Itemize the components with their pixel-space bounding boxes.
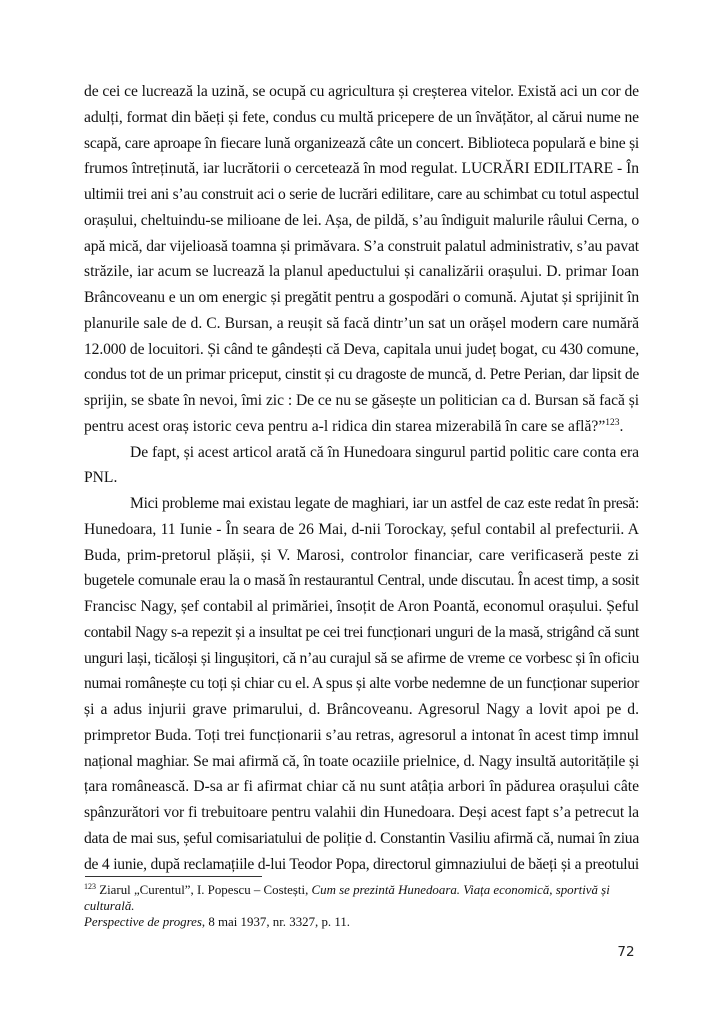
text-line: țara românească. D-sa ar fi afirmat chiar că nu sunt atâția arbori în pădurea orașului câte	[84, 778, 639, 796]
footnote-publication-details: , 8 mai 1937, nr. 3327, p. 11.	[201, 915, 351, 929]
text-line-last: PNL.	[84, 469, 118, 487]
footnote-source: Ziarul „Curentul”, I. Popescu – Costești,	[96, 883, 312, 897]
text-line: de 4 iunie, după reclamațiile d-lui Teodor Popa, directorul gimnaziului de băeți și a preotului	[84, 855, 639, 873]
text-line: străzile, iar acum se lucrează la planul apeductului și canalizării orașului. D. primar Ioan	[84, 263, 639, 281]
footnote-article-title: Cum se prezintă Hunedoara. Viața economică, sportivă și culturală.	[84, 883, 610, 913]
text-line: bugetele comunale erau la o masă în restaurantul Central, unde discutau. În acest timp, a sosit	[84, 572, 639, 590]
text-line: și a adus injurii grave primarului, d. Brâncoveanu. Agresorul Nagy a lovit apoi pe d.	[84, 701, 639, 718]
body-text	[84, 79, 639, 877]
text-line: adulți, format din băeți și fete, condus cu multă pricepere de un învățător, al cărui nume ne	[84, 108, 639, 126]
text-line: planurile sale de d. C. Bursan, a reușit să facă dintr’un sat un orășel modern care numără	[84, 314, 639, 332]
footnote-number: 123	[84, 882, 96, 891]
paragraph-3	[84, 491, 639, 877]
text-line: scapă, care aproape în fiecare lună organizează câte un concert. Biblioteca populară e bine și	[84, 134, 639, 152]
text-line: orașului, cheltuindu-se milioane de lei. Așa, de pildă, s’au îndiguit malurile râului Cerna, o	[84, 211, 639, 229]
text-line: Francisc Nagy, șef contabil al primăriei, însoțit de Aron Poantă, economul orașului. Șeful	[84, 598, 639, 615]
quote-end-text: pentru acest oraș istoric ceva pentru a-l ridica din starea mizerabilă în care se află?”	[84, 417, 606, 435]
paragraph-1	[84, 79, 639, 440]
footnote-article-subtitle: Perspective de progres	[84, 915, 202, 929]
text-line: unguri lași, ticăloși și lingușitori, că n’au curajul să se afirme de vreme ce vorbesc și în oficiu	[84, 649, 639, 667]
text-line: Brâncoveanu e un om energic și pregătit pentru a gospodări o comună. Ajutat și sprijinit în	[84, 289, 639, 306]
text-line: Mici probleme mai existau legate de maghiari, iar un astfel de caz este redat în presă:	[130, 495, 639, 512]
footnote	[84, 882, 644, 930]
text-line: primpretor Buda. Toți trei funcționarii s’au retras, agresorul a intonat în acest timp imnul	[84, 726, 639, 744]
text-line: apă mică, dar vijelioasă toamna și primăvara. S’a construit palatul administrativ, s’au pavat	[84, 237, 639, 255]
text-line: Hunedoara, 11 Iunie - În seara de 26 Mai, d-nii Torockay, șeful contabil al prefecturii. A	[84, 520, 639, 538]
text-line: De fapt, și acest articol arată că în Hunedoara singurul partid politic care conta era	[130, 443, 639, 461]
page-number: 72	[617, 944, 635, 960]
text-line: frumos întreținută, iar lucrătorii o cercetează în mod regulat. LUCRĂRI EDILITARE - În	[84, 160, 639, 178]
text-line: condus tot de un primar priceput, cinstit și cu dragoste de muncă, d. Petre Perian, dar lipsit de	[84, 366, 639, 384]
text-line: sprijin, se sbate în nevoi, îmi zic : De ce nu se găsește un politician ca d. Bursan să facă și	[84, 392, 639, 409]
footnote-separator	[85, 876, 262, 877]
footnote-reference[interactable]: 123	[605, 417, 620, 428]
text-line: numai românește cu toți și chiar cu el. A spus și alte vorbe nedemne de un funcționar superior	[84, 675, 639, 693]
text-line: spânzurători vor fi trebuitoare pentru valahii din Hunedoara. Deși acest fapt s’a petrecut la	[84, 804, 639, 821]
text-line: contabil Nagy s-a repezit și a insultat pe cei trei funcționari unguri de la masă, strigând că sunt	[84, 623, 639, 641]
text-line: 12.000 de locuitori. Și când te gândești că Deva, capitala unui județ bogat, cu 430 comune,	[84, 340, 639, 358]
period: .	[619, 417, 624, 435]
text-line-last	[84, 414, 639, 440]
paragraph-2	[84, 440, 639, 492]
text-line: național maghiar. Se mai afirmă că, în toate ocaziile prielnice, d. Nagy insultă autoritățile și	[84, 752, 639, 770]
text-line: de cei ce lucrează la uzină, se ocupă cu agricultura și creșterea vitelor. Există aci un cor de	[84, 83, 639, 100]
text-line: Buda, prim-pretorul plășii, și V. Marosi, controlor financiar, care verificaseră peste zi	[84, 546, 639, 564]
text-line: data de mai sus, șeful comisariatului de poliție d. Constantin Vasiliu afirmă că, numai în ziua	[84, 829, 639, 847]
text-line: ultimii trei ani s’au construit aci o serie de lucrări edilitare, care au schimbat cu totul aspectul	[84, 186, 639, 203]
